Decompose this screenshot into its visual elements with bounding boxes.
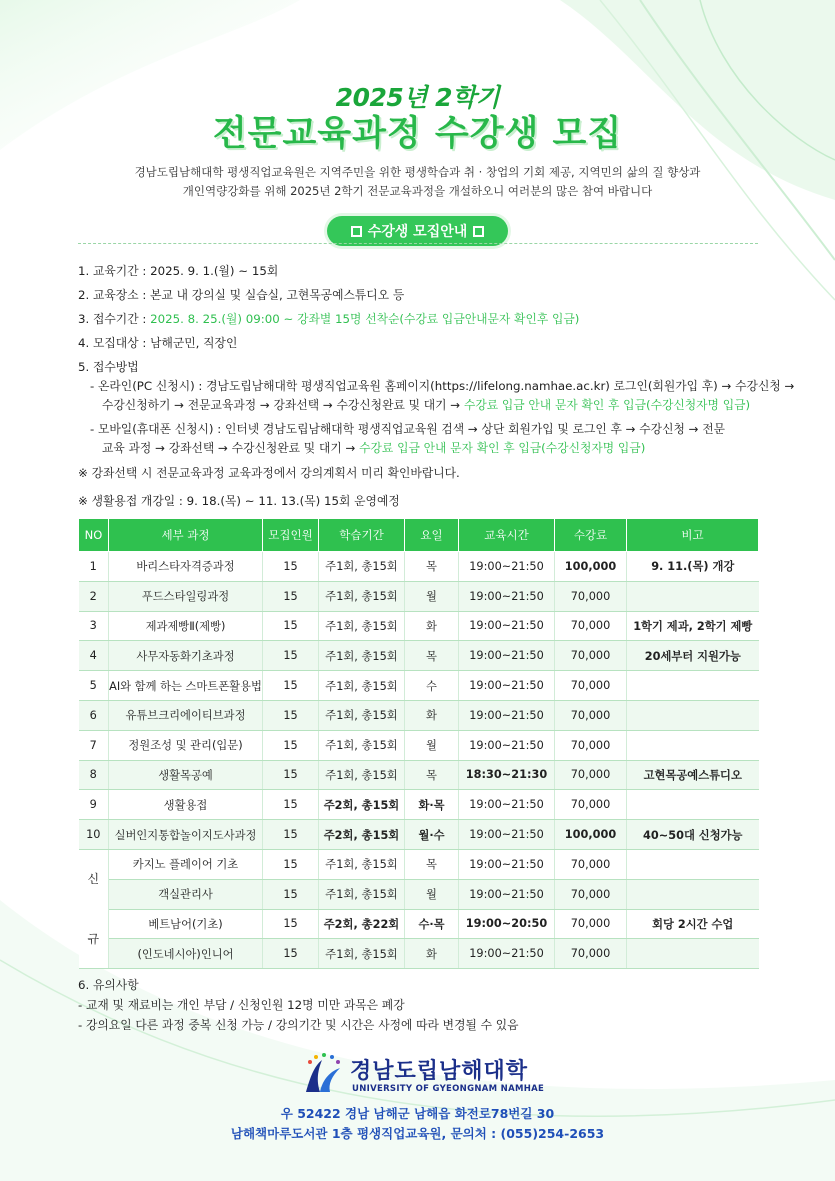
cell-note: 9. 11.(목) 개강 — [627, 552, 759, 582]
table-header-row — [79, 519, 759, 552]
cell-time: 19:00~21:50 — [459, 849, 555, 879]
cell-course: 유튜브크리에이티브과정 — [109, 700, 263, 730]
table-row — [79, 671, 759, 701]
info-mobile-steps: 교육 과정 → 강좌선택 → 수강신청완료 및 대기 → — [102, 441, 360, 455]
footer-contact: 남해책마루도서관 1층 평생직업교육원, 문의처 : (055)254-2653 — [230, 1126, 605, 1141]
table-row — [79, 849, 759, 879]
info-online-payment: 수강료 입금 안내 문자 확인 후 입금(수강신청자명 입금) — [463, 398, 751, 412]
col-header-no: NO — [79, 519, 109, 552]
section-badge-label: 수강생 모집안내 — [367, 224, 468, 240]
cell-capacity: 15 — [263, 909, 319, 939]
cell-capacity: 15 — [263, 849, 319, 879]
notes-section — [78, 976, 519, 1036]
cell-day: 월 — [405, 879, 459, 909]
cell-no: 4 — [79, 641, 109, 671]
col-header-note: 비고 — [627, 519, 759, 552]
cell-course: AI와 함께 하는 스마트폰활용법 — [109, 671, 263, 701]
table-row — [79, 700, 759, 730]
cell-fee: 70,000 — [555, 581, 627, 611]
col-header-day: 요일 — [405, 519, 459, 552]
cell-capacity: 15 — [263, 611, 319, 641]
table-row — [79, 939, 759, 969]
cell-day: 화 — [405, 939, 459, 969]
info-target: 4. 모집대상 : 남해군민, 직장인 — [78, 336, 238, 350]
cell-course: 카지노 플레이어 기초 — [109, 849, 263, 879]
info-mobile-line-1: - 모바일(휴대폰 신청시) : 인터넷 경남도립남해대학 평생직업교육원 검색 → 상단 회원가입 및 로그인 후 → 수강신청 → 전문 — [90, 422, 726, 436]
table-row — [79, 879, 759, 909]
info-apply-label: 3. 접수기간 : — [78, 312, 151, 326]
info-note-woodwork: ※ 생활용접 개강일 : 9. 18.(목) ~ 11. 13.(목) 15회 운영예정 — [78, 494, 400, 508]
notes-title: 6. 유의사항 — [78, 978, 139, 992]
cell-time: 19:00~21:50 — [459, 671, 555, 701]
cell-time: 19:00~21:50 — [459, 552, 555, 582]
cell-fee: 70,000 — [555, 760, 627, 790]
cell-capacity: 15 — [263, 671, 319, 701]
cell-capacity: 15 — [263, 760, 319, 790]
cell-capacity: 15 — [263, 879, 319, 909]
cell-note — [627, 879, 759, 909]
cell-fee: 70,000 — [555, 790, 627, 820]
cell-period: 주1회, 총15회 — [319, 671, 405, 701]
cell-course: 실버인지통합놀이지도사과정 — [109, 820, 263, 850]
section-badge — [327, 216, 509, 246]
cell-capacity: 15 — [263, 641, 319, 671]
cell-time: 19:00~21:50 — [459, 641, 555, 671]
cell-period: 주1회, 총15회 — [319, 939, 405, 969]
cell-no: 2 — [79, 581, 109, 611]
cell-no: 1 — [79, 552, 109, 582]
intro-line-2: 개인역량강화를 위해 2025년 2학기 전문교육과정을 개설하오니 여러분의 많은 참여 바랍니다 — [182, 184, 653, 198]
info-online-line-1: - 온라인(PC 신청시) : 경남도립남해대학 평생직업교육원 홈페이지(https://lifelong.namhae.ac.kr) 로그인(회원가입 후) → 수강신청 → — [90, 379, 795, 393]
cell-day: 화·목 — [405, 790, 459, 820]
cell-fee: 70,000 — [555, 730, 627, 760]
cell-time: 19:00~21:50 — [459, 611, 555, 641]
cell-time: 19:00~21:50 — [459, 790, 555, 820]
table-row — [79, 611, 759, 641]
university-emblem-icon — [300, 1052, 344, 1096]
cell-capacity: 15 — [263, 939, 319, 969]
table-row — [79, 760, 759, 790]
cell-course: 바리스타자격증과정 — [109, 552, 263, 582]
cell-period: 주2회, 총15회 — [319, 790, 405, 820]
square-bullet-icon — [351, 226, 362, 237]
square-bullet-icon — [473, 226, 484, 237]
cell-day: 목 — [405, 552, 459, 582]
cell-capacity: 15 — [263, 730, 319, 760]
cell-day: 화 — [405, 700, 459, 730]
cell-day: 월·수 — [405, 820, 459, 850]
cell-day: 수·목 — [405, 909, 459, 939]
info-place: 2. 교육장소 : 본교 내 강의실 및 실습실, 고현목공예스튜디오 등 — [78, 288, 405, 302]
cell-period: 주1회, 총15회 — [319, 730, 405, 760]
university-name-korean: 경남도립남해대학 — [350, 1059, 529, 1084]
table-row — [79, 552, 759, 582]
info-mobile-payment: 수강료 입금 안내 문자 확인 후 입금(수강신청자명 입금) — [359, 441, 646, 455]
col-header-time: 교육시간 — [459, 519, 555, 552]
cell-period: 주1회, 총15회 — [319, 760, 405, 790]
cell-day: 목 — [405, 849, 459, 879]
cell-fee: 100,000 — [555, 552, 627, 582]
cell-fee: 70,000 — [555, 700, 627, 730]
intro-text — [0, 163, 835, 201]
cell-period: 주2회, 총22회 — [319, 909, 405, 939]
cell-fee: 70,000 — [555, 849, 627, 879]
cell-day: 수 — [405, 671, 459, 701]
table-row — [79, 641, 759, 671]
info-method-title: 5. 접수방법 — [78, 360, 139, 374]
cell-note — [627, 700, 759, 730]
cell-note: 40~50대 신청가능 — [627, 820, 759, 850]
cell-time: 18:30~21:30 — [459, 760, 555, 790]
table-row — [79, 581, 759, 611]
page-title: 전문교육과정 수강생 모집 — [212, 114, 623, 154]
course-table — [78, 518, 759, 969]
info-apply — [78, 310, 579, 327]
cell-no: 10 — [79, 820, 109, 850]
cell-capacity: 15 — [263, 700, 319, 730]
cell-note — [627, 939, 759, 969]
col-header-course: 세부 과정 — [109, 519, 263, 552]
table-row — [79, 820, 759, 850]
cell-period: 주1회, 총15회 — [319, 552, 405, 582]
table-row — [79, 909, 759, 939]
cell-no: 5 — [79, 671, 109, 701]
cell-note — [627, 581, 759, 611]
footer-address: 우 52422 경남 남해군 남해읍 화전로78번길 30 — [280, 1106, 555, 1121]
cell-period: 주1회, 총15회 — [319, 611, 405, 641]
cell-note: 20세부터 지원가능 — [627, 641, 759, 671]
cell-course: 푸드스타일링과정 — [109, 581, 263, 611]
info-apply-value: 2025. 8. 25.(월) 09:00 ~ 강좌별 15명 선착순(수강료 입금안내문자 확인후 입금) — [150, 312, 580, 326]
cell-day: 월 — [405, 730, 459, 760]
cell-capacity: 15 — [263, 581, 319, 611]
intro-line-1: 경남도립남해대학 평생직업교육원은 지역주민을 위한 평생학습과 취 · 창업의 기회 제공, 지역민의 삶의 질 향상과 — [134, 165, 701, 179]
cell-fee: 70,000 — [555, 879, 627, 909]
cell-course: 제과제빵Ⅱ(제빵) — [109, 611, 263, 641]
cell-time: 19:00~21:50 — [459, 820, 555, 850]
cell-day: 목 — [405, 641, 459, 671]
cell-period: 주1회, 총15회 — [319, 581, 405, 611]
cell-no: 6 — [79, 700, 109, 730]
cell-note — [627, 849, 759, 879]
cell-time: 19:00~20:50 — [459, 909, 555, 939]
cell-course: 생활목공예 — [109, 760, 263, 790]
cell-capacity: 15 — [263, 552, 319, 582]
cell-day: 화 — [405, 611, 459, 641]
cell-note — [627, 730, 759, 760]
table-row — [79, 730, 759, 760]
cell-capacity: 15 — [263, 820, 319, 850]
cell-time: 19:00~21:50 — [459, 939, 555, 969]
cell-period: 주1회, 총15회 — [319, 879, 405, 909]
cell-fee: 70,000 — [555, 909, 627, 939]
table-row — [79, 790, 759, 820]
cell-fee: 100,000 — [555, 820, 627, 850]
notes-line-2: - 강의요일 다른 과정 중복 신청 가능 / 강의기간 및 시간은 사정에 따라 변경될 수 있음 — [78, 1018, 519, 1032]
cell-fee: 70,000 — [555, 611, 627, 641]
cell-period: 주2회, 총15회 — [319, 820, 405, 850]
cell-fee: 70,000 — [555, 671, 627, 701]
cell-fee: 70,000 — [555, 641, 627, 671]
new-courses-label: 신 규 — [79, 849, 109, 968]
info-online-steps: 수강신청하기 → 전문교육과정 → 강좌선택 → 수강신청완료 및 대기 → — [102, 398, 464, 412]
cell-period: 주1회, 총15회 — [319, 641, 405, 671]
cell-no: 9 — [79, 790, 109, 820]
cell-fee: 70,000 — [555, 939, 627, 969]
cell-time: 19:00~21:50 — [459, 730, 555, 760]
term-title: 2025년 2학기 — [335, 83, 500, 112]
col-header-fee: 수강료 — [555, 519, 627, 552]
cell-course: (인도네시아)인니어 — [109, 939, 263, 969]
cell-day: 목 — [405, 760, 459, 790]
cell-note: 1학기 제과, 2학기 제빵 — [627, 611, 759, 641]
cell-course: 정원조성 및 관리(입문) — [109, 730, 263, 760]
cell-course: 베트남어(기초) — [109, 909, 263, 939]
cell-note — [627, 671, 759, 701]
info-online-line-2 — [102, 396, 750, 413]
notes-line-1: - 교재 및 재료비는 개인 부담 / 신청인원 12명 미만 과목은 폐강 — [78, 998, 405, 1012]
info-note-plan: ※ 강좌선택 시 전문교육과정 교육과정에서 강의계획서 미리 확인바랍니다. — [78, 466, 460, 480]
cell-period: 주1회, 총15회 — [319, 849, 405, 879]
cell-no: 8 — [79, 760, 109, 790]
col-header-capacity: 모집인원 — [263, 519, 319, 552]
cell-time: 19:00~21:50 — [459, 581, 555, 611]
cell-course: 객실관리사 — [109, 879, 263, 909]
info-period: 1. 교육기간 : 2025. 9. 1.(월) ~ 15회 — [78, 264, 279, 278]
info-mobile-line-2 — [102, 439, 645, 456]
cell-no: 3 — [79, 611, 109, 641]
cell-note: 고현목공예스튜디오 — [627, 760, 759, 790]
university-name-english: UNIVERSITY OF GYEONGNAM NAMHAE — [352, 1084, 545, 1094]
cell-course: 사무자동화기초과정 — [109, 641, 263, 671]
cell-time: 19:00~21:50 — [459, 879, 555, 909]
cell-day: 월 — [405, 581, 459, 611]
cell-note — [627, 790, 759, 820]
cell-note: 회당 2시간 수업 — [627, 909, 759, 939]
cell-period: 주1회, 총15회 — [319, 700, 405, 730]
cell-capacity: 15 — [263, 790, 319, 820]
cell-time: 19:00~21:50 — [459, 700, 555, 730]
col-header-period: 학습기간 — [319, 519, 405, 552]
cell-course: 생활용접 — [109, 790, 263, 820]
cell-no: 7 — [79, 730, 109, 760]
dashed-divider — [78, 243, 758, 244]
